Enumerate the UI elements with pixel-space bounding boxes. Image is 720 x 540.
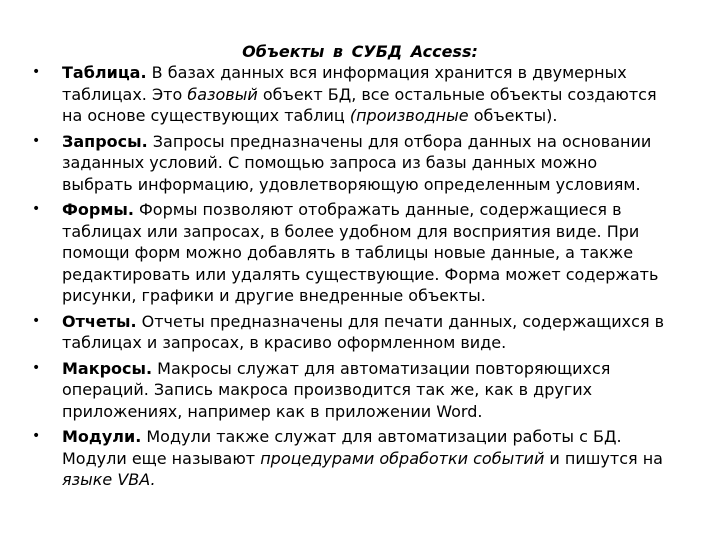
item-term: Таблица. [62,63,147,82]
item-term: Отчеты. [62,311,137,331]
item-term: Модули. [62,427,142,446]
item-text: Отчеты предназначены для печати данных, содержащихся в таблицах и запросах, в красиво оформленном виде. [62,311,665,352]
item-text: объекты). [468,106,558,125]
slide-title: Объекты в СУБД Access: [242,42,478,61]
bullet-icon: • [32,428,41,444]
item-text: Запросы предназначены для отбора данных на основании заданных условий. С помощью запроса из базы данных можно выбрать информацию, удовлетворяющую определенным условиям. [62,131,652,194]
bullet-icon: • [32,132,41,149]
item-text: Формы позволяют отображать данные, содержащиеся в таблицах или запросах, в более удобном для восприятия виде. При помощи форм можно добавлять в таблицы новые данные, а также редактировать или удалять существующие. Форма может содержать рисунки, графики и другие внедренные объекты. [62,200,659,305]
bullet-icon: • [32,312,41,329]
item-italic: процедурами обработки событий [260,448,545,468]
item-italic: (производные [349,106,469,125]
item-text: объект БД, все остальные объекты создаются на основе существующих таблиц [62,84,657,125]
bullet-icon: • [32,201,41,217]
item-italic: языке VBA. [62,470,156,489]
list-item-queries [30,131,670,196]
item-text: и пишутся на [544,448,663,468]
bullet-icon: • [32,64,41,80]
item-text: Модули также служат для автоматизации работы с БД. Модули еще называют [62,427,622,468]
list-item-table [30,62,670,127]
item-term: Формы. [62,200,134,219]
item-text: Макросы служат для автоматизации повторяющихся операций. Запись макроса производится так же, как в других приложениях, например как в приложении Word. [62,358,611,421]
list-item-macros [30,358,670,423]
bullet-icon: • [32,359,41,376]
list-item-reports [30,311,670,354]
item-italic: базовый [187,84,258,104]
list-item-modules [30,426,670,491]
bullet-list [30,62,670,495]
list-item-forms [30,199,670,307]
item-term: Макросы. [62,358,153,378]
item-term: Запросы. [62,131,148,151]
item-text: В базах данных вся информация хранится в двумерных таблицах. Это [62,63,627,104]
